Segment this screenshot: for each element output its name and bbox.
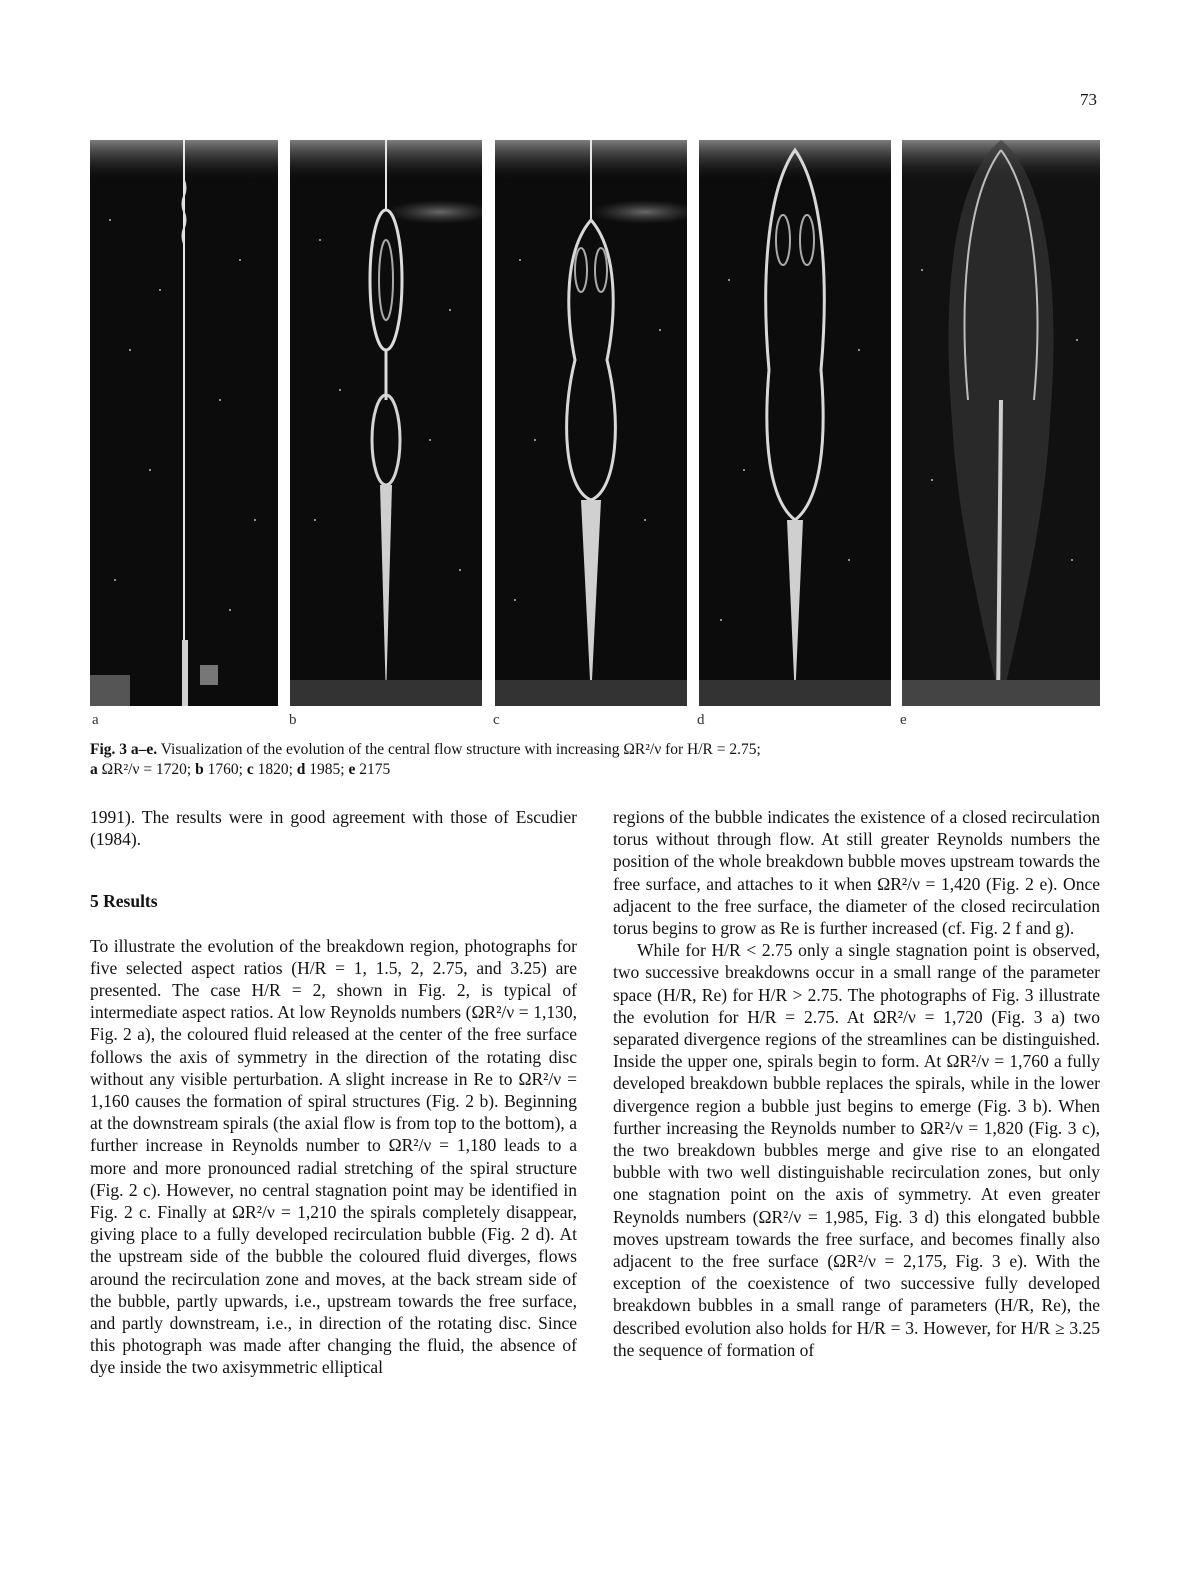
caption-value-e: 2175 xyxy=(359,761,391,778)
panel-label-c: c xyxy=(493,712,500,728)
caption-line-2 xyxy=(90,760,1100,780)
caption-key-b: b xyxy=(195,761,204,778)
panel-label-a: a xyxy=(92,712,99,728)
panel-label-d: d xyxy=(697,712,705,728)
section-heading: 5 Results xyxy=(90,891,158,912)
right-paragraph-2: While for H/R < 2.75 only a single stagnation point is observed, two successive breakdowns occur in a small range of the parameter space (H/R, Re) for H/R > 2.75. The photographs of Fig. 3 illustrate the evolution for H/R = 2.75. At ΩR²/ν = 1,720 (Fig. 3 a) two separated divergence regions of the streamlines can be distinguished. Inside the upper one, spirals begin to form. At ΩR²/ν = 1,760 a fully developed breakdown bubble replaces the spirals, while in the lower divergence region a bubble just begins to emerge (Fig. 3 b). When further increasing the Reynolds number to ΩR²/ν = 1,820 (Fig. 3 c), the two breakdown bubbles merge and give rise to an elongated bubble with two well distinguishable recirculation zones, but only one stagnation point on the axis of symmetry. At even greater Reynolds numbers (ΩR²/ν = 1,985, Fig. 3 d) this elongated bubble moves upstream towards the free surface, and becomes finally also adjacent to the free surface (ΩR²/ν = 2,175, Fig. 3 e). With the exception of the coexistence of two successive fully developed breakdown bubbles in a small range of parameters (H/R, Re), the described evolution also holds for H/R = 3. However, for H/R ≥ 3.25 the sequence of formation of xyxy=(613,940,1100,1360)
photo-panel-b xyxy=(290,140,482,706)
photo-panel-c xyxy=(495,140,687,706)
figure-caption xyxy=(90,740,1100,780)
caption-key-a: a xyxy=(90,761,98,778)
left-paragraph-2: To illustrate the evolution of the breakdown region, photographs for five selected aspect ratios (H/R = 1, 1.5, 2, 2.75, and 3.25) are presented. The case H/R = 2, shown in Fig. 2, is typical of intermediate aspect ratios. At low Reynolds numbers (ΩR²/ν = 1,130, Fig. 2 a), the coloured fluid released at the center of the free surface follows the axis of symmetry in the direction of the rotating disc without any visible perturbation. A slight increase in Re to ΩR²/ν = 1,160 causes the formation of spiral structures (Fig. 2 b). Beginning at the downstream spirals (the axial flow is from top to the bottom), a further increase in Reynolds number to ΩR²/ν = 1,180 leads to a more and more pronounced radial stretching of the spiral structure (Fig. 2 c). However, no central stagnation point may be identified in Fig. 2 c. Finally at ΩR²/ν = 1,210 the spirals completely disappear, giving place to a fully developed recirculation bubble (Fig. 2 d). At the upstream side of the bubble the coloured fluid diverges, flows around the recirculation zone and moves, at the back stream side of the bubble, partly upwards, i.e., upstream towards the free surface, and partly downstream, i.e., in direction of the rotating disc. Since this photograph was made after changing the fluid, the absence of dye inside the two axisymmetric elliptical xyxy=(90,935,577,1378)
page-number: 73 xyxy=(1080,90,1097,109)
left-column xyxy=(90,806,577,1379)
caption-value-d: 1985; xyxy=(309,761,345,778)
right-paragraph-1: regions of the bubble indicates the existence of a closed recirculation torus without through flow. At still greater Reynolds numbers the position of the whole breakdown bubble moves upstream towards the free surface, and attaches to it when ΩR²/ν = 1,420 (Fig. 2 e). Once adjacent to the free surface, the diameter of the closed recirculation torus begins to grow as Re is further increased (cf. Fig. 2 f and g). xyxy=(613,807,1100,939)
caption-key-d: d xyxy=(296,761,306,778)
panel-label-e: e xyxy=(900,712,907,728)
caption-line-1 xyxy=(90,740,1100,760)
photo-panel-e xyxy=(902,140,1100,706)
panel-label-b: b xyxy=(289,712,297,728)
figure-3-photographs xyxy=(90,140,1100,706)
caption-key-e: e xyxy=(348,761,356,778)
caption-label: Fig. 3 a–e. xyxy=(90,741,158,758)
caption-value-b: 1760; xyxy=(207,761,243,778)
caption-text: Visualization of the evolution of the central flow structure with increasing ΩR²/ν for H/R = 2.75; xyxy=(160,741,761,758)
left-paragraph-1: 1991). The results were in good agreement with those of Escudier (1984). xyxy=(90,807,577,850)
caption-value-a: ΩR²/ν = 1720; xyxy=(101,761,192,778)
photo-panel-d xyxy=(699,140,891,706)
caption-key-c: c xyxy=(246,761,254,778)
caption-value-c: 1820; xyxy=(257,761,293,778)
photo-panel-a xyxy=(90,140,278,706)
right-column xyxy=(613,806,1100,1361)
